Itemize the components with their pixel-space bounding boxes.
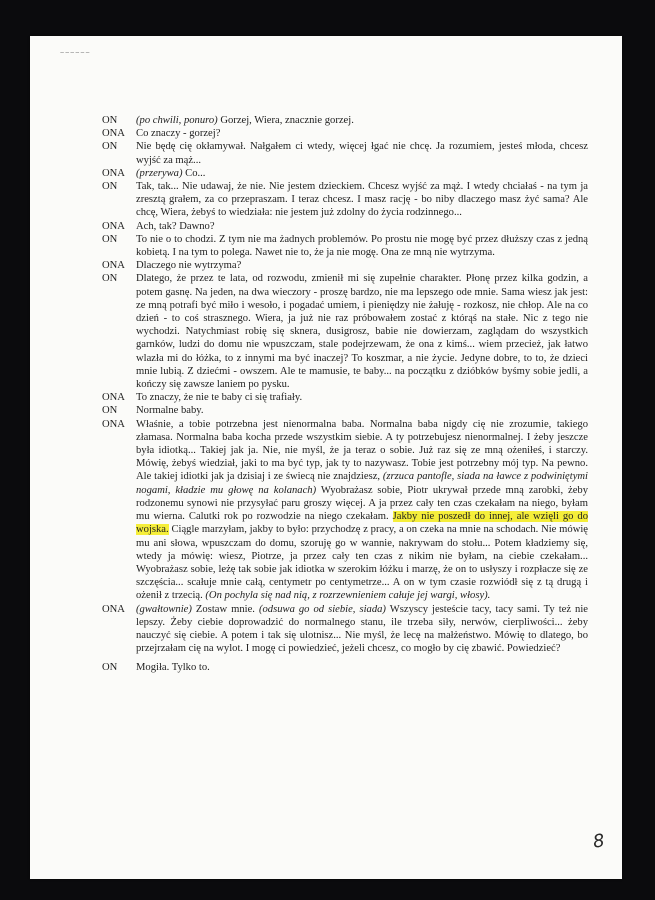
speaker: ON bbox=[102, 233, 118, 245]
script-body bbox=[102, 114, 588, 675]
dialogue-line bbox=[102, 167, 588, 180]
highlighted-text: Jakby nie poszedł do innej, ale wzięli go do wojska. bbox=[136, 511, 588, 536]
speaker: ONA bbox=[102, 260, 125, 272]
dialogue-line bbox=[102, 603, 588, 656]
speaker: ONA bbox=[102, 167, 125, 179]
line-text: Mogiła. Tylko to. bbox=[136, 662, 210, 674]
line-text: (po chwili, ponuro) Gorzej, Wiera, znacznie gorzej. bbox=[136, 115, 354, 126]
line-text: (gwałtownie) Zostaw mnie. (odsuwa go od siebie, siada) Wszyscy jesteście tacy, tacy sami. Ty też nie lepszy. Żeby ciebie doprowadzić do normalnego stanu, ile trzeba siły, nerwów, cierpliwości... żeby nauczyć się ciebie. A potem i tak się ulotnisz... Nie myśl, że lecę na małżeństwo. Mówię to dlatego, bo przejrzałam cię na wylot. I mogę ci powiedzieć, jeżeli chcesz, co mogło by cię zbawić. Powiedzieć? bbox=[136, 603, 588, 655]
line-text: (przerywa) Co... bbox=[136, 167, 206, 179]
dialogue-line bbox=[102, 404, 588, 417]
line-text: Co znaczy - gorzej? bbox=[136, 128, 221, 140]
dialogue-line bbox=[102, 259, 588, 272]
header-mark: ~~~~~~ bbox=[60, 50, 91, 57]
speaker: ON bbox=[102, 115, 118, 126]
line-text: To nie o to chodzi. Z tym nie ma żadnych problemów. Po prostu nie mogę być przez dłuższy czas z jedną kobietą. I na tym to polega. Nawet nie to, że ja nie mogę. Ona ze mną nie wytrzyma. bbox=[136, 233, 588, 259]
document-page bbox=[30, 36, 622, 879]
speaker: ONA bbox=[102, 392, 125, 404]
dialogue-line bbox=[102, 661, 588, 674]
line-text: Dlaczego nie wytrzyma? bbox=[136, 260, 242, 272]
line-text: Ach, tak? Dawno? bbox=[136, 220, 215, 232]
dialogue-line bbox=[102, 391, 588, 404]
dialogue-line bbox=[102, 220, 588, 233]
speaker: ON bbox=[102, 405, 118, 417]
speaker: ONA bbox=[102, 418, 125, 430]
page-number: 8 bbox=[591, 830, 606, 853]
speaker: ON bbox=[102, 662, 118, 674]
speaker: ON bbox=[102, 273, 118, 285]
line-text: Normalne baby. bbox=[136, 405, 204, 417]
dialogue-line bbox=[102, 272, 588, 391]
speaker: ON bbox=[102, 141, 118, 153]
line-text: Tak, tak... Nie udawaj, że nie. Nie jestem dzieckiem. Chcesz wyjść za mąż. I wtedy chciałaś - na tym ja zresztą grałem, za co przepraszam. I teraz chcesz. I masz rację - bo niby dlaczego masz żyć sama? Ale chcę, Wiera, żebyś to wiedziała: nie jestem już zdolny do życia rodzinnego... bbox=[136, 181, 588, 219]
dialogue-line bbox=[102, 233, 588, 259]
line-text: Właśnie, a tobie potrzebna jest nienormalna baba. Normalna baba nigdy cię nie zrozumie, takiego złamasa. Normalna baba kocha przede wszystkim siebie. A ty potrzebujesz nienormalnej. I żeby jeszcze była idiotką... Takiej jak ja. Nie, nie myśl, że ja teraz o sobie. Już raz się ze mną ożeniłeś, i starczy. Mówię, żebyś wiedział, jaki to ma być typ, jak ty to nazywasz. Tobie jest potrzebny mój typ. Na pewno. Ale takiej idiotki jak ja dzisiaj i ze świecą nie znajdziesz, (zrzuca pantofle, siada na ławce z podwiniętymi nogami, kładzie mu głowę na kolanach) Wyobrażasz sobie, Piotr ukrywał przede mną zarobki, żeby rodzonemu synowi nie przysyłać paru groszy więcej. A ja przez cały ten czas czekałam na niego, byłam mu wierna. Calutki rok po rozwodzie na niego czekałam. Jakby nie poszedł do innej, ale wzięli go do wojska. Ciągle marzyłam, jakby to było: przychodzę z pracy, a on czeka na mnie na schodach. Nie mówię mu ani słowa, wpuszczam do domu, szoruję go w wannie, nakrywam do stołu... Potem kładziemy się, wtedy ja mówię: wiesz, Piotrze, ja przez cały ten czas z nikim nie byłam, na ciebie czekałam... Wyobrażasz sobie, leżę tak sobie jak idiotka w szerokim łóżku i marzę, że on to usłyszy i rozpłacze się ze szczęścia... scałuje mnie całą, centymetr po centymetrze... A on w tym czasie rozwiódł się z tą drugą i ożenił z trzecią. (On pochyla się nad nią, z rozrzewnieniem całuje jej wargi, włosy). bbox=[136, 418, 588, 602]
dialogue-line bbox=[102, 127, 588, 140]
line-text: To znaczy, że nie te baby ci się trafiały. bbox=[136, 392, 303, 404]
dialogue-line bbox=[102, 114, 588, 127]
speaker: ON bbox=[102, 181, 118, 193]
speaker: ONA bbox=[102, 128, 125, 140]
line-text: Nie będę cię okłamywał. Nałgałem ci wtedy, więcej łgać nie chcę. Ja rozumiem, jesteś młoda, chcesz wyjść za mąż... bbox=[136, 141, 588, 166]
speaker: ONA bbox=[102, 220, 125, 232]
speaker: ONA bbox=[102, 603, 125, 615]
dialogue-line bbox=[102, 418, 588, 603]
line-text: Dlatego, że przez te lata, od rozwodu, zmienił mi się zupełnie charakter. Płonę przez kilka godzin, a potem gasnę. Na jeden, na dwa wieczory - proszę bardzo, nie ma lepszego ode mnie. Sama wiesz jak jest: ze mną potrafi być miło i wesoło, i pogadać umiem, i pieniędzy nie żałuję - rozkosz, nie chłop. Ale na co dzień - to coś strasznego. Wiera, ja już nie raz próbowałem zostać z którąś na stałe. Nic z tego nie wychodzi. Natychmiast robię się sknera, dusigrosz, babie nie dowierzam, zaglądam do wszystkich garnków, ludzi do domu nie wpuszczam, stale podejrzewam, że ona z kimś... wiem przecież, jak łatwo wlazła mi do łóżka, to z innymi ma być inaczej? To koszmar, a nie życie. Jedyne dobre, to to, że dzieci mnie lubią. Z dziećmi - owszem. Ale te mamusie, te baby... na początku z dzióbków byśmy sobie jedli, a kończy się zawsze laniem po pysku. bbox=[136, 273, 588, 391]
dialogue-line bbox=[102, 140, 588, 166]
dialogue-line bbox=[102, 180, 588, 220]
